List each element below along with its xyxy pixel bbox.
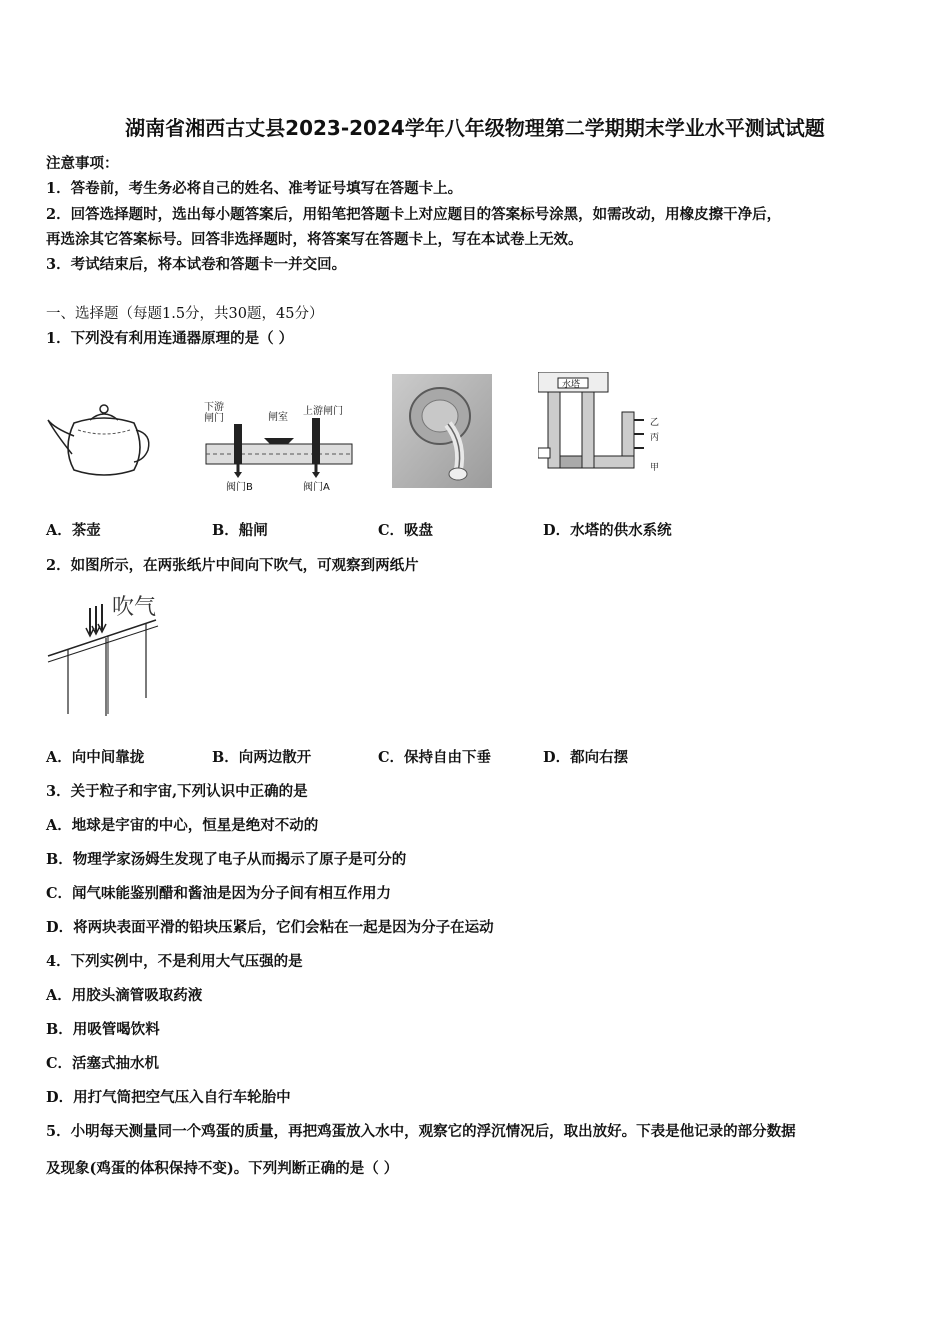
q3-option-a[interactable]: A．地球是宇宙的中心，恒星是绝对不动的 — [46, 817, 319, 834]
q2-option-c[interactable]: C．保持自由下垂 — [378, 749, 492, 766]
lock-label-valve-b: 阀门B — [226, 482, 253, 493]
q2-option-b[interactable]: B．向两边散开 — [212, 749, 312, 766]
notice-heading: 注意事项： — [46, 155, 119, 172]
q4-option-a[interactable]: A．用胶头滴管吸取药液 — [46, 987, 203, 1004]
q4-option-d[interactable]: D．用打气筒把空气压入自行车轮胎中 — [46, 1089, 291, 1106]
notice-item: 2．回答选择题时，选出每小题答案后，用铅笔把答题卡上对应题目的答案标号涂黑，如需改动，用橡皮擦干净后， — [46, 206, 782, 223]
tower-label-bing: 丙 — [650, 433, 660, 443]
tower-label-tank: 水塔 — [562, 380, 581, 390]
question-1-stem: 1．下列没有利用连通器原理的是（ ） — [46, 330, 294, 347]
lock-label-valve-a: 阀门A — [303, 482, 330, 493]
q2-option-a[interactable]: A．向中间靠拢 — [46, 749, 145, 766]
notice-item: 再选涂其它答案标号。回答非选择题时，将答案写在答题卡上，写在本试卷上无效。 — [46, 231, 583, 248]
q4-option-c[interactable]: C．活塞式抽水机 — [46, 1055, 160, 1072]
tower-label-jia: 甲 — [650, 463, 660, 473]
question-5-stem-continued: 及现象(鸡蛋的体积保持不变)。下列判断正确的是（ ） — [46, 1160, 399, 1177]
lock-label-chamber: 闸室 — [268, 412, 288, 423]
water-tower-figure — [538, 372, 668, 478]
lock-label-downstream: 下游闸门 — [204, 402, 224, 424]
q3-option-b[interactable]: B．物理学家汤姆生发现了电子从而揭示了原子是可分的 — [46, 851, 407, 868]
tower-label-yi: 乙 — [650, 418, 660, 428]
notice-item: 3．考试结束后，将本试卷和答题卡一并交回。 — [46, 256, 347, 273]
question-3-stem: 3．关于粒子和宇宙,下列认识中正确的是 — [46, 783, 308, 800]
page-title: 湖南省湘西古丈县2023-2024学年八年级物理第二学期期末学业水平测试试题 — [125, 116, 825, 140]
blow-label: 吹气 — [112, 595, 157, 620]
q3-option-d[interactable]: D．将两块表面平滑的铅块压紧后，它们会粘在一起是因为分子在运动 — [46, 919, 494, 936]
q1-option-c[interactable]: C．吸盘 — [378, 522, 434, 539]
lock-label-upstream: 上游闸门 — [303, 406, 343, 417]
suction-cup-figure — [392, 374, 492, 488]
question-4-stem: 4．下列实例中，不是利用大气压强的是 — [46, 953, 303, 970]
question-5-stem: 5．小明每天测量同一个鸡蛋的质量，再把鸡蛋放入水中，观察它的浮沉情况后，取出放好。下表是他记录的部分数据 — [46, 1123, 796, 1140]
q1-option-a[interactable]: A．茶壶 — [46, 522, 101, 539]
teapot-figure — [44, 398, 154, 480]
question-2-stem: 2．如图所示，在两张纸片中间向下吹气，可观察到两纸片 — [46, 557, 419, 574]
q3-option-c[interactable]: C．闻气味能鉴别醋和酱油是因为分子间有相互作用力 — [46, 885, 392, 902]
notice-item: 1．答卷前，考生务必将自己的姓名、准考证号填写在答题卡上。 — [46, 180, 463, 197]
q4-option-b[interactable]: B．用吸管喝饮料 — [46, 1021, 160, 1038]
q1-option-d[interactable]: D．水塔的供水系统 — [543, 522, 672, 539]
q2-option-d[interactable]: D．都向右摆 — [543, 749, 629, 766]
section-heading: 一、选择题（每题1.5分，共30题，45分） — [46, 306, 324, 322]
paper-blow-figure — [46, 596, 176, 720]
q1-option-b[interactable]: B．船闸 — [212, 522, 268, 539]
